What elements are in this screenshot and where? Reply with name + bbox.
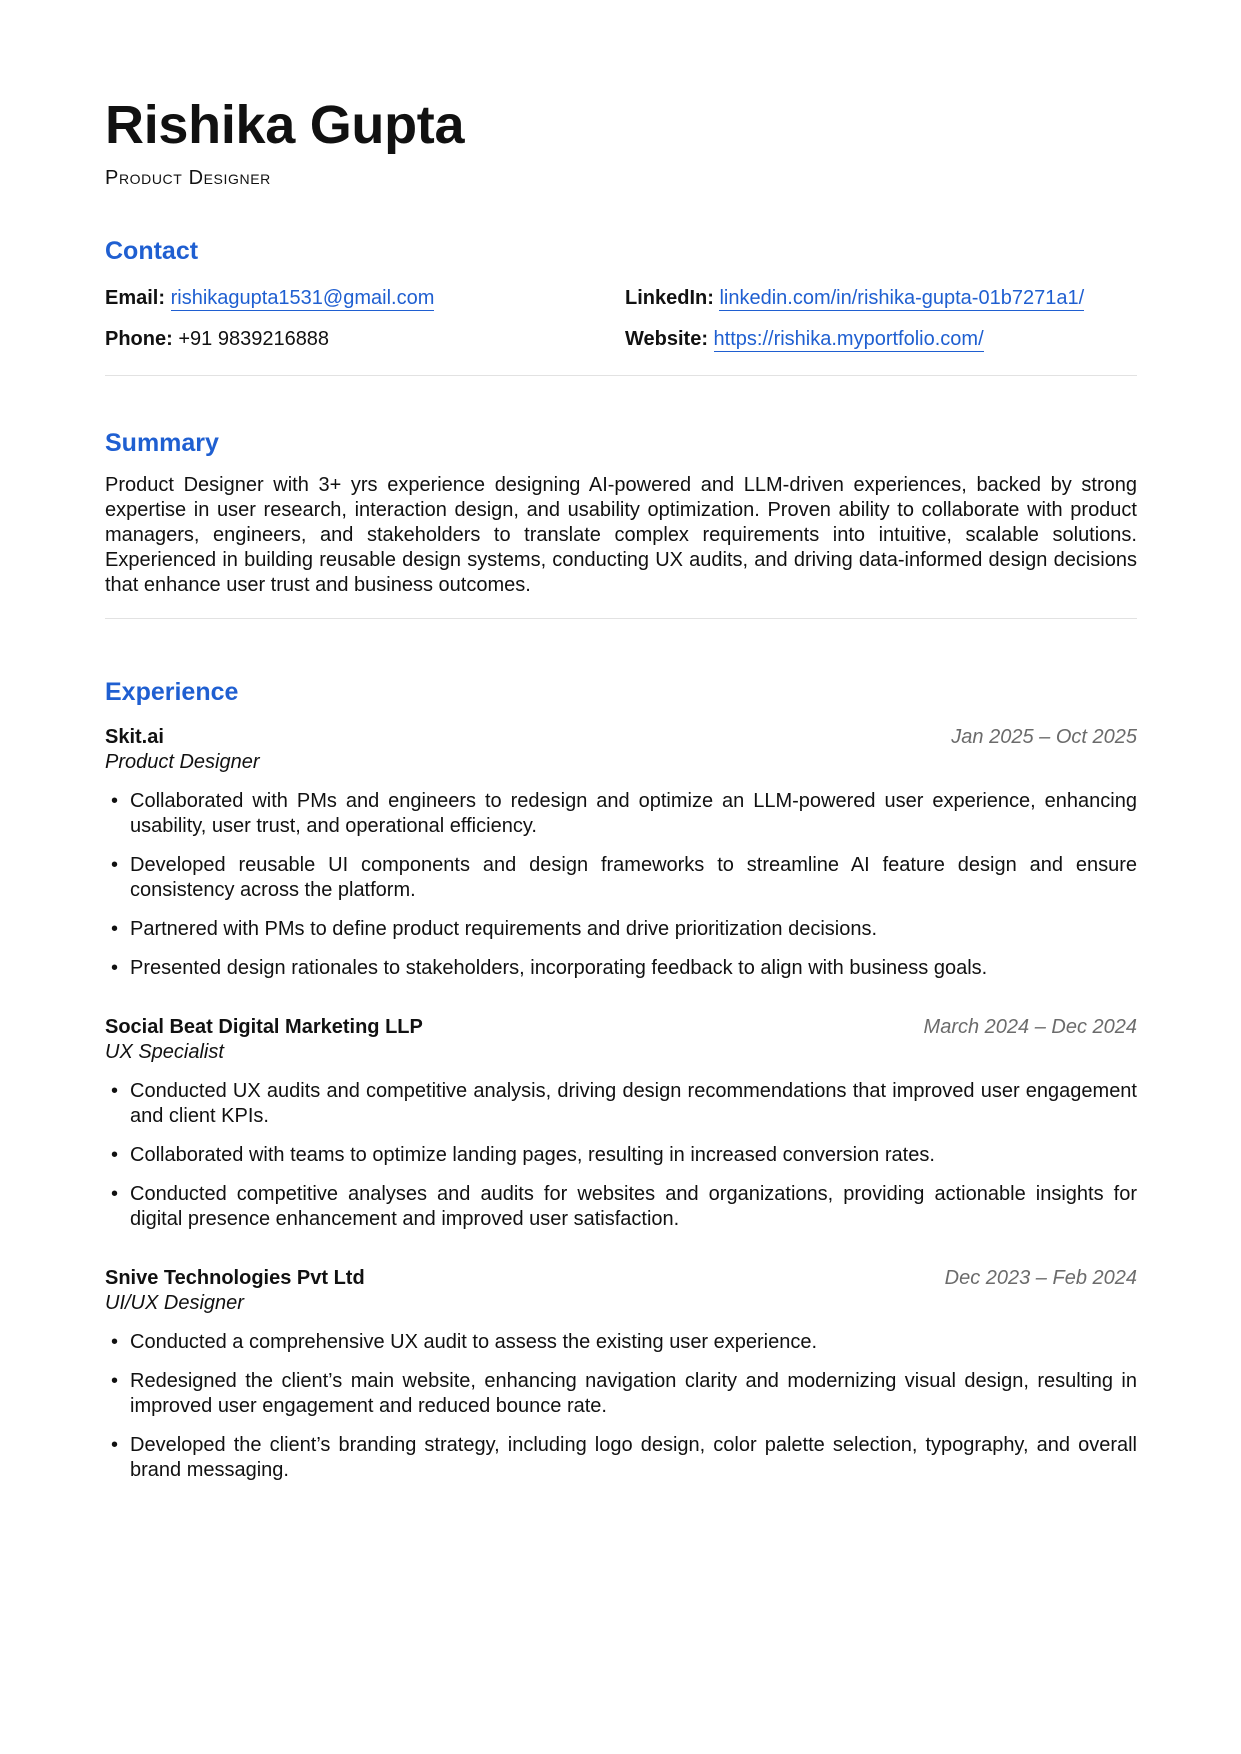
company-name: Social Beat Digital Marketing LLP bbox=[105, 1016, 423, 1038]
bullet-item: • Conducted a comprehensive UX audit to assess the existing user experience. bbox=[105, 1330, 1137, 1355]
experience-heading: Experience bbox=[105, 678, 239, 706]
summary-text: Product Designer with 3+ yrs experience designing AI-powered and LLM-driven experiences, backed by strong expertise in user research, interaction design, and usability optimization. Proven ability to collaborate with product managers, engineers, and stakeholders to translate complex requirements into intuitive, scalable solutions. Experienced in building reusable design systems, conducting UX audits, and driving data-informed design decisions that enhance user trust and business outcomes. bbox=[105, 474, 1137, 596]
job-dates: Jan 2025 – Oct 2025 bbox=[951, 726, 1137, 748]
bullet-item: • Redesigned the client’s main website, enhancing navigation clarity and modernizing visual design, resulting in improved user engagement and reduced bounce rate. bbox=[105, 1369, 1137, 1419]
candidate-name: Rishika Gupta bbox=[105, 95, 465, 155]
job-entry bbox=[105, 725, 1137, 981]
contact-heading: Contact bbox=[105, 237, 199, 265]
linkedin-link[interactable]: linkedin.com/in/rishika-gupta-01b7271a1/ bbox=[719, 287, 1085, 309]
website-label: Website: bbox=[625, 328, 708, 350]
bullet-item: • Developed the client’s branding strategy, including logo design, color palette selection, typography, and overall brand messaging. bbox=[105, 1433, 1137, 1483]
linkedin-label: LinkedIn: bbox=[625, 287, 714, 309]
job-dates: March 2024 – Dec 2024 bbox=[923, 1016, 1137, 1038]
section-divider bbox=[105, 375, 1137, 376]
email-link[interactable]: rishikagupta1531@gmail.com bbox=[170, 287, 435, 309]
bullet-item: • Presented design rationales to stakeholders, incorporating feedback to align with business goals. bbox=[105, 956, 1137, 981]
job-bullets bbox=[105, 1330, 1137, 1483]
bullet-item: • Collaborated with teams to optimize landing pages, resulting in increased conversion rates. bbox=[105, 1143, 1137, 1168]
job-role: UX Specialist bbox=[105, 1041, 224, 1063]
job-entry bbox=[105, 1266, 1137, 1483]
website-row bbox=[625, 325, 1137, 353]
job-header bbox=[105, 725, 1137, 750]
website-link[interactable]: https://rishika.myportfolio.com/ bbox=[713, 328, 984, 350]
job-header bbox=[105, 1266, 1137, 1291]
email-row bbox=[105, 284, 625, 312]
company-name: Snive Technologies Pvt Ltd bbox=[105, 1267, 365, 1289]
bullet-item: • Conducted UX audits and competitive analysis, driving design recommendations that improved user engagement and client KPIs. bbox=[105, 1079, 1137, 1129]
linkedin-row bbox=[625, 284, 1137, 312]
bullet-item: • Conducted competitive analyses and audits for websites and organizations, providing actionable insights for digital presence enhancement and improved user satisfaction. bbox=[105, 1182, 1137, 1232]
job-bullets bbox=[105, 789, 1137, 981]
email-label: Email: bbox=[105, 287, 166, 309]
job-role: UI/UX Designer bbox=[105, 1292, 244, 1314]
phone-label: Phone: bbox=[105, 328, 173, 350]
job-entry bbox=[105, 1015, 1137, 1232]
candidate-title: Product Designer bbox=[105, 167, 271, 189]
bullet-item: • Partnered with PMs to define product requirements and drive prioritization decisions. bbox=[105, 917, 1137, 942]
job-dates: Dec 2023 – Feb 2024 bbox=[944, 1267, 1137, 1289]
job-header bbox=[105, 1015, 1137, 1040]
job-role: Product Designer bbox=[105, 751, 260, 773]
contact-grid bbox=[105, 284, 1137, 353]
job-bullets bbox=[105, 1079, 1137, 1232]
phone-row bbox=[105, 325, 625, 353]
bullet-item: • Developed reusable UI components and design frameworks to streamline AI feature design and ensure consistency across the platform. bbox=[105, 853, 1137, 903]
summary-heading: Summary bbox=[105, 429, 219, 457]
company-name: Skit.ai bbox=[105, 726, 164, 748]
bullet-item: • Collaborated with PMs and engineers to redesign and optimize an LLM-powered user experience, enhancing usability, user trust, and operational efficiency. bbox=[105, 789, 1137, 839]
section-divider bbox=[105, 618, 1137, 619]
phone-number: +91 9839216888 bbox=[178, 328, 330, 350]
